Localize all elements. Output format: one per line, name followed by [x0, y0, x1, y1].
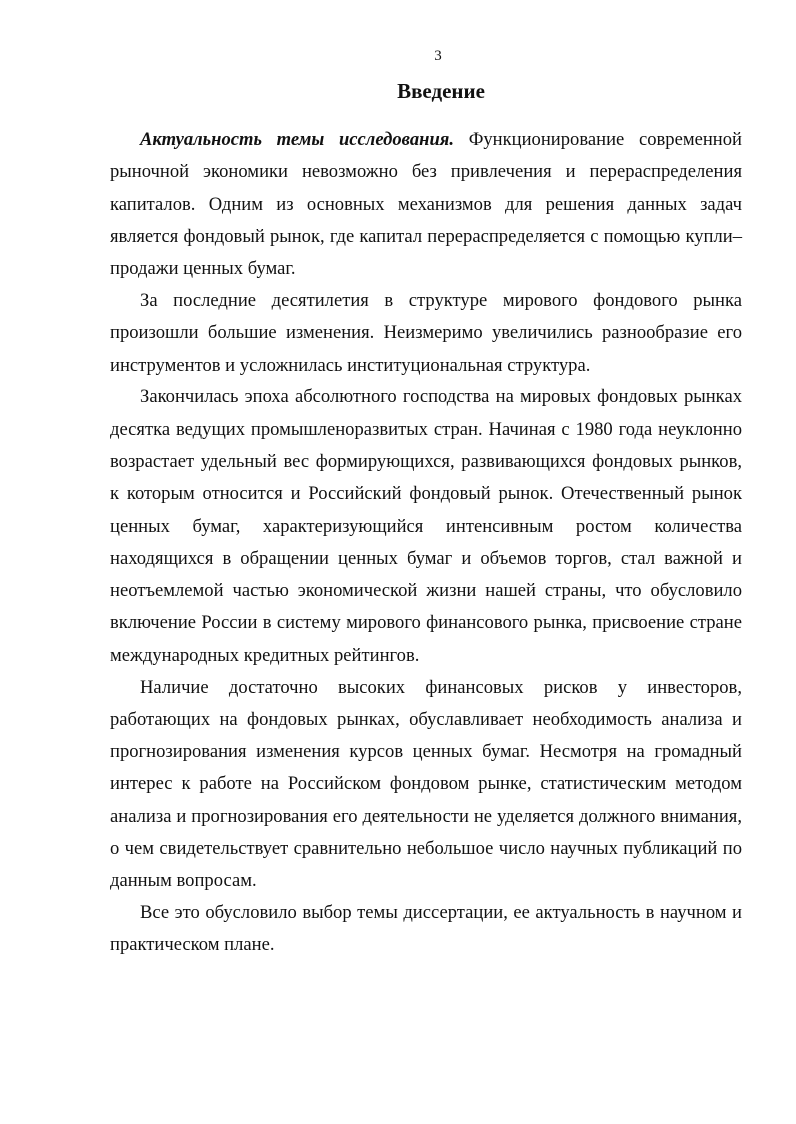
- relevance-lead: Актуальность темы исследования.: [140, 129, 455, 150]
- paragraph-structure-changes: За последние десятилетия в структуре мирового фондового рынка произошли большие изменения. Неизмеримо увеличились разнообразие его инструментов и усложнилась институциональная структура.: [110, 289, 742, 376]
- body-text: [110, 124, 742, 961]
- relevance-text: Функционирование современной рыночной экономики невозможно без привлечения и перераспределения капиталов. Одним из основных механизмов для решения данных задач является фондовый рынок, где капитал перераспределяется с помощью купли–продажи ценных бумаг.: [110, 129, 742, 280]
- paragraph-relevance: [110, 124, 742, 285]
- page-title: Введение: [397, 79, 485, 103]
- page-number: 3: [434, 48, 442, 64]
- paragraph-emerging-markets: Закончилась эпоха абсолютного господства на мировых фондовых рынках десятка ведущих промышленоразвитых стран. Начиная с 1980 года неуклонно возрастает удельный вес формирующихся, развивающихся фондовых рынков, к которым относится и Российский фондовый рынок. Отечественный рынок ценных бумаг, характеризующийся интенсивным ростом количества находящихся в обращении ценных бумаг и объемов торгов, стал важной и неотъемлемой частью экономической жизни нашей страны, что обусловило включение России в систему мирового финансового рынка, присвоение стране международных кредитных рейтингов.: [110, 386, 742, 666]
- paragraph-financial-risks: Наличие достаточно высоких финансовых рисков у инвесторов, работающих на фондовых рынках, обуславливает необходимость анализа и прогнозирования изменения курсов ценных бумаг. Несмотря на громадный интерес к работе на Российском фондовом рынке, статистическим методом анализа и прогнозирования его деятельности не уделяется должного внимания, о чем свидетельствует сравнительно небольшое число научных публикаций по данным вопросам.: [110, 676, 742, 892]
- paragraph-conclusion: Все это обусловило выбор темы диссертации, ее актуальность в научном и практическом плане.: [110, 902, 742, 956]
